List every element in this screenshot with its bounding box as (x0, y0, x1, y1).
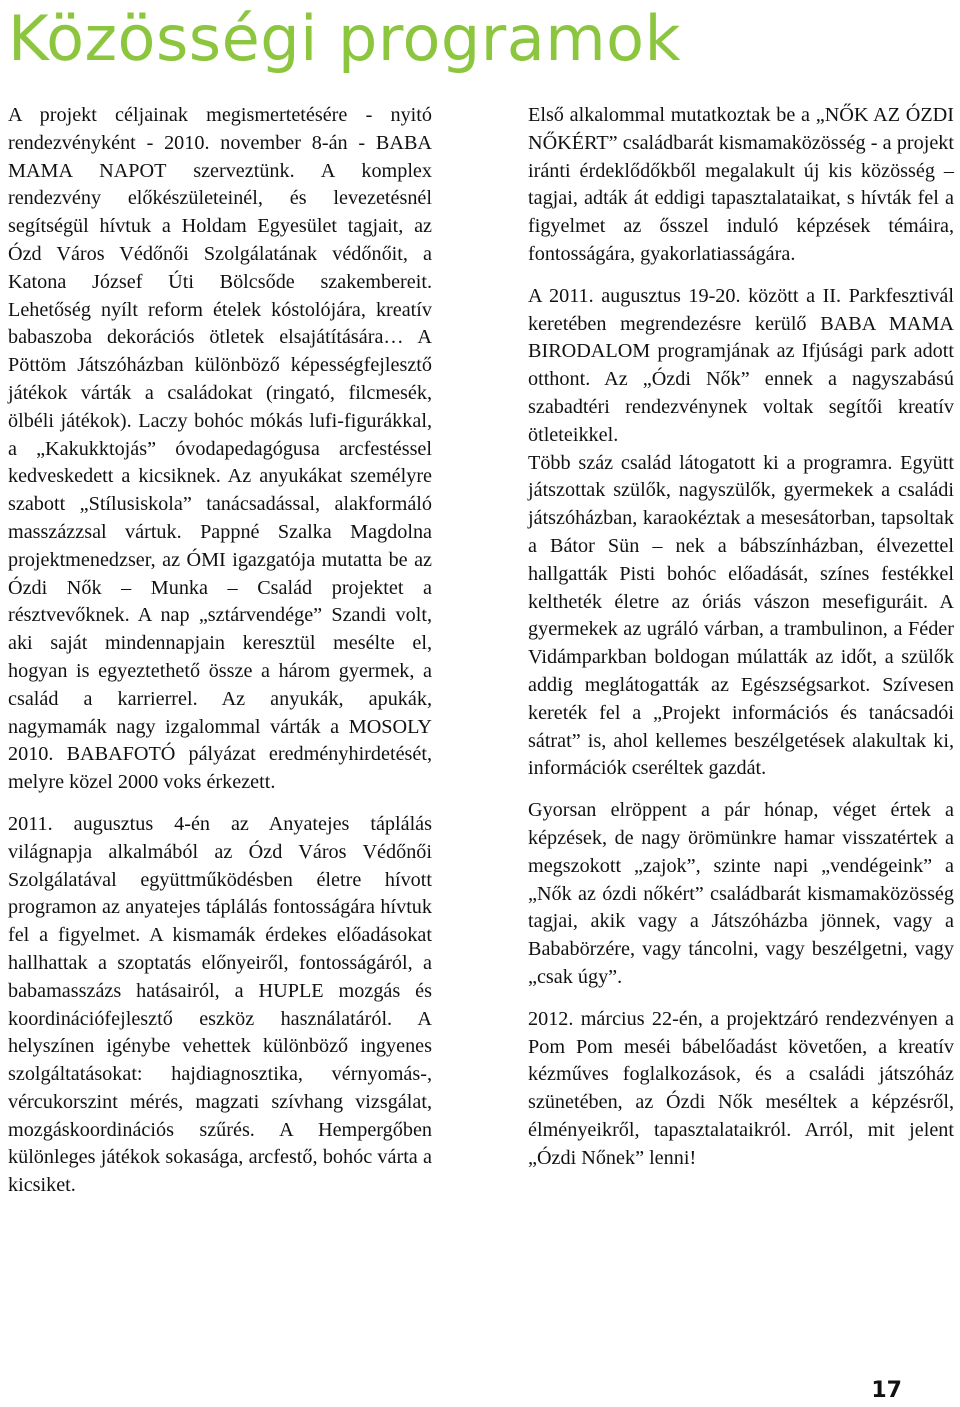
paragraph-csaladok-programja: Több száz család látogatott ki a programra. Együtt játszottak szülők, nagyszülők, gyermekek a családi játszóházban, karaokéztak a mesesátorban, tapsoltak a Bátor Sün – nek a bábszínházban, élvezettel hallgatták Pisti bohóc előadását, színes festékkel keltheték életre az óriás vászon mesefiguráit. A gyermekek az ugráló várban, a trambulinon, a Féder Vidámparkban boldogan múlatták az időt, a szülők addig meglátogatták az Egészségsarkot. Szívesen kereték fel a „Projekt információs és tanácsadói sátrat” is, ahol kellemes beszélgetések alakultak ki, információk cseréltek gazdát. (528, 451, 954, 780)
left-column (8, 102, 432, 1200)
page-title: Közösségi programok (8, 2, 682, 75)
page-number: 17 (871, 1378, 902, 1403)
right-column (528, 102, 954, 1172)
paragraph-projektzaro: 2012. március 22-én, a projektzáró rendezvényen a Pom Pom meséi bábelőadást követően, a kreatív kézműves foglalkozások, és a családi játszóház szünetében, az Ózdi Nők meséltek a képzésről, élményeikről, tapasztalataikról. Arról, mit jelent „Ózdi Nőnek” lenni! (528, 1007, 954, 1169)
paragraph-parkfesztival: A 2011. augusztus 19-20. között a II. Parkfesztivál keretében megrendezésre kerülő BABA MAMA BIRODALOM programjának az Ifjúsági park adott otthont. Az „Ózdi Nők” ennek a nagyszabású szabadtéri rendezvénynek voltak segítői kreatív ötleteikkel. (528, 284, 954, 446)
paragraph-anyatejes-vilagnap: 2011. augusztus 4-én az Anyatejes táplálás világnapja alkalmából az Ózd Város Védőnői Szolgálatával együttműködésben életre hívott programon az anyatejes táplálás fontosságára hívtuk fel a figyelmet. A kismamák érdekes előadásokat hallhattak a szoptatás előnyeiről, fontosságáról, a babamasszázs hatásairól, a HUPLE mozgás és koordinációfejlesztő eszköz használatáról. A helyszínen igénybe vehettek különböző ingyenes szolgáltatásokat: hajdiagnosztika, vérnyomás-, vércukorszint mérés, magzati szívhang vizsgálat, mozgáskoordinációs szűrés. A Hempergőben különleges játékok sokasága, arcfestő, bohóc várta a kicsiket. (8, 812, 432, 1197)
paragraph-kozosseg-bemutatkozas: Első alkalommal mutatkoztak be a „NŐK AZ ÓZDI NŐKÉRT” családbarát kismamaközösség - a projekt iránti érdeklődőkből megalakult új kis közösség – tagjai, adták át eddigi tapasztalataikat, s hívták fel a figyelmet az ősszel induló képzések témáira, fontosságára, gyakorlatiasságára. (528, 104, 954, 265)
paragraph-baba-mama-nap: A projekt céljainak megismertetésére - nyitó rendezvényként - 2010. november 8-án - BABA MAMA NAPOT szerveztünk. A komplex rendezvény előkészületeinél, és levezetésnél segítségül hívtuk a Holdam Egyesület tagjait, az Ózd Város Védőnői Szolgálatának védőnőit, a Katona József Úti Bölcsőde szakembereit. Lehetőség nyílt reform ételek kóstolójára, kreatív babaszoba dekorációs ötletek elsajátítására… A Pöttöm Játszóházban különböző képességfejlesztő játékok várták a családokat (ringató, filcmesék, ölbéli játékok). Laczy bohóc mókás lufi-figurákkal, a „Kakukktojás” óvodapedagógusa arcfestéssel kedveskedett a kicsiknek. Az anyukákat személyre szabott „Stílusiskola” tanácsadással, alakformáló masszázzsal vártuk. Pappné Szalka Magdolna projektmenedzser, az ÓMI igazgatója mutatta be az Ózdi Nők – Munka – Család projektet a résztvevőknek. A nap „sztárvendége” Szandi volt, aki saját mindennapjain keresztül mesélte el, hogyan is egyeztethető össze a három gyermek, a család a karrierrel. Az anyukák, apukák, nagymamák nagy izgalommal várták a MOSOLY 2010. BABAFOTÓ pályázat eredményhirdetését, melyre közel 2000 voks érkezett. (8, 104, 432, 794)
paragraph-kepzesek-vege: Gyorsan elröppent a pár hónap, véget értek a képzések, de nagy örömünkre hamar visszatértek a megszokott „zajok”, szinte napi „vendégeink” a „Nők az ózdi nőkért” családbarát kismamaközösség tagjai, akik vagy a Játszóházba jönnek, vagy a Bababörzére, vagy táncolni, vagy beszélgetni, vagy „csak úgy”. (528, 799, 954, 988)
